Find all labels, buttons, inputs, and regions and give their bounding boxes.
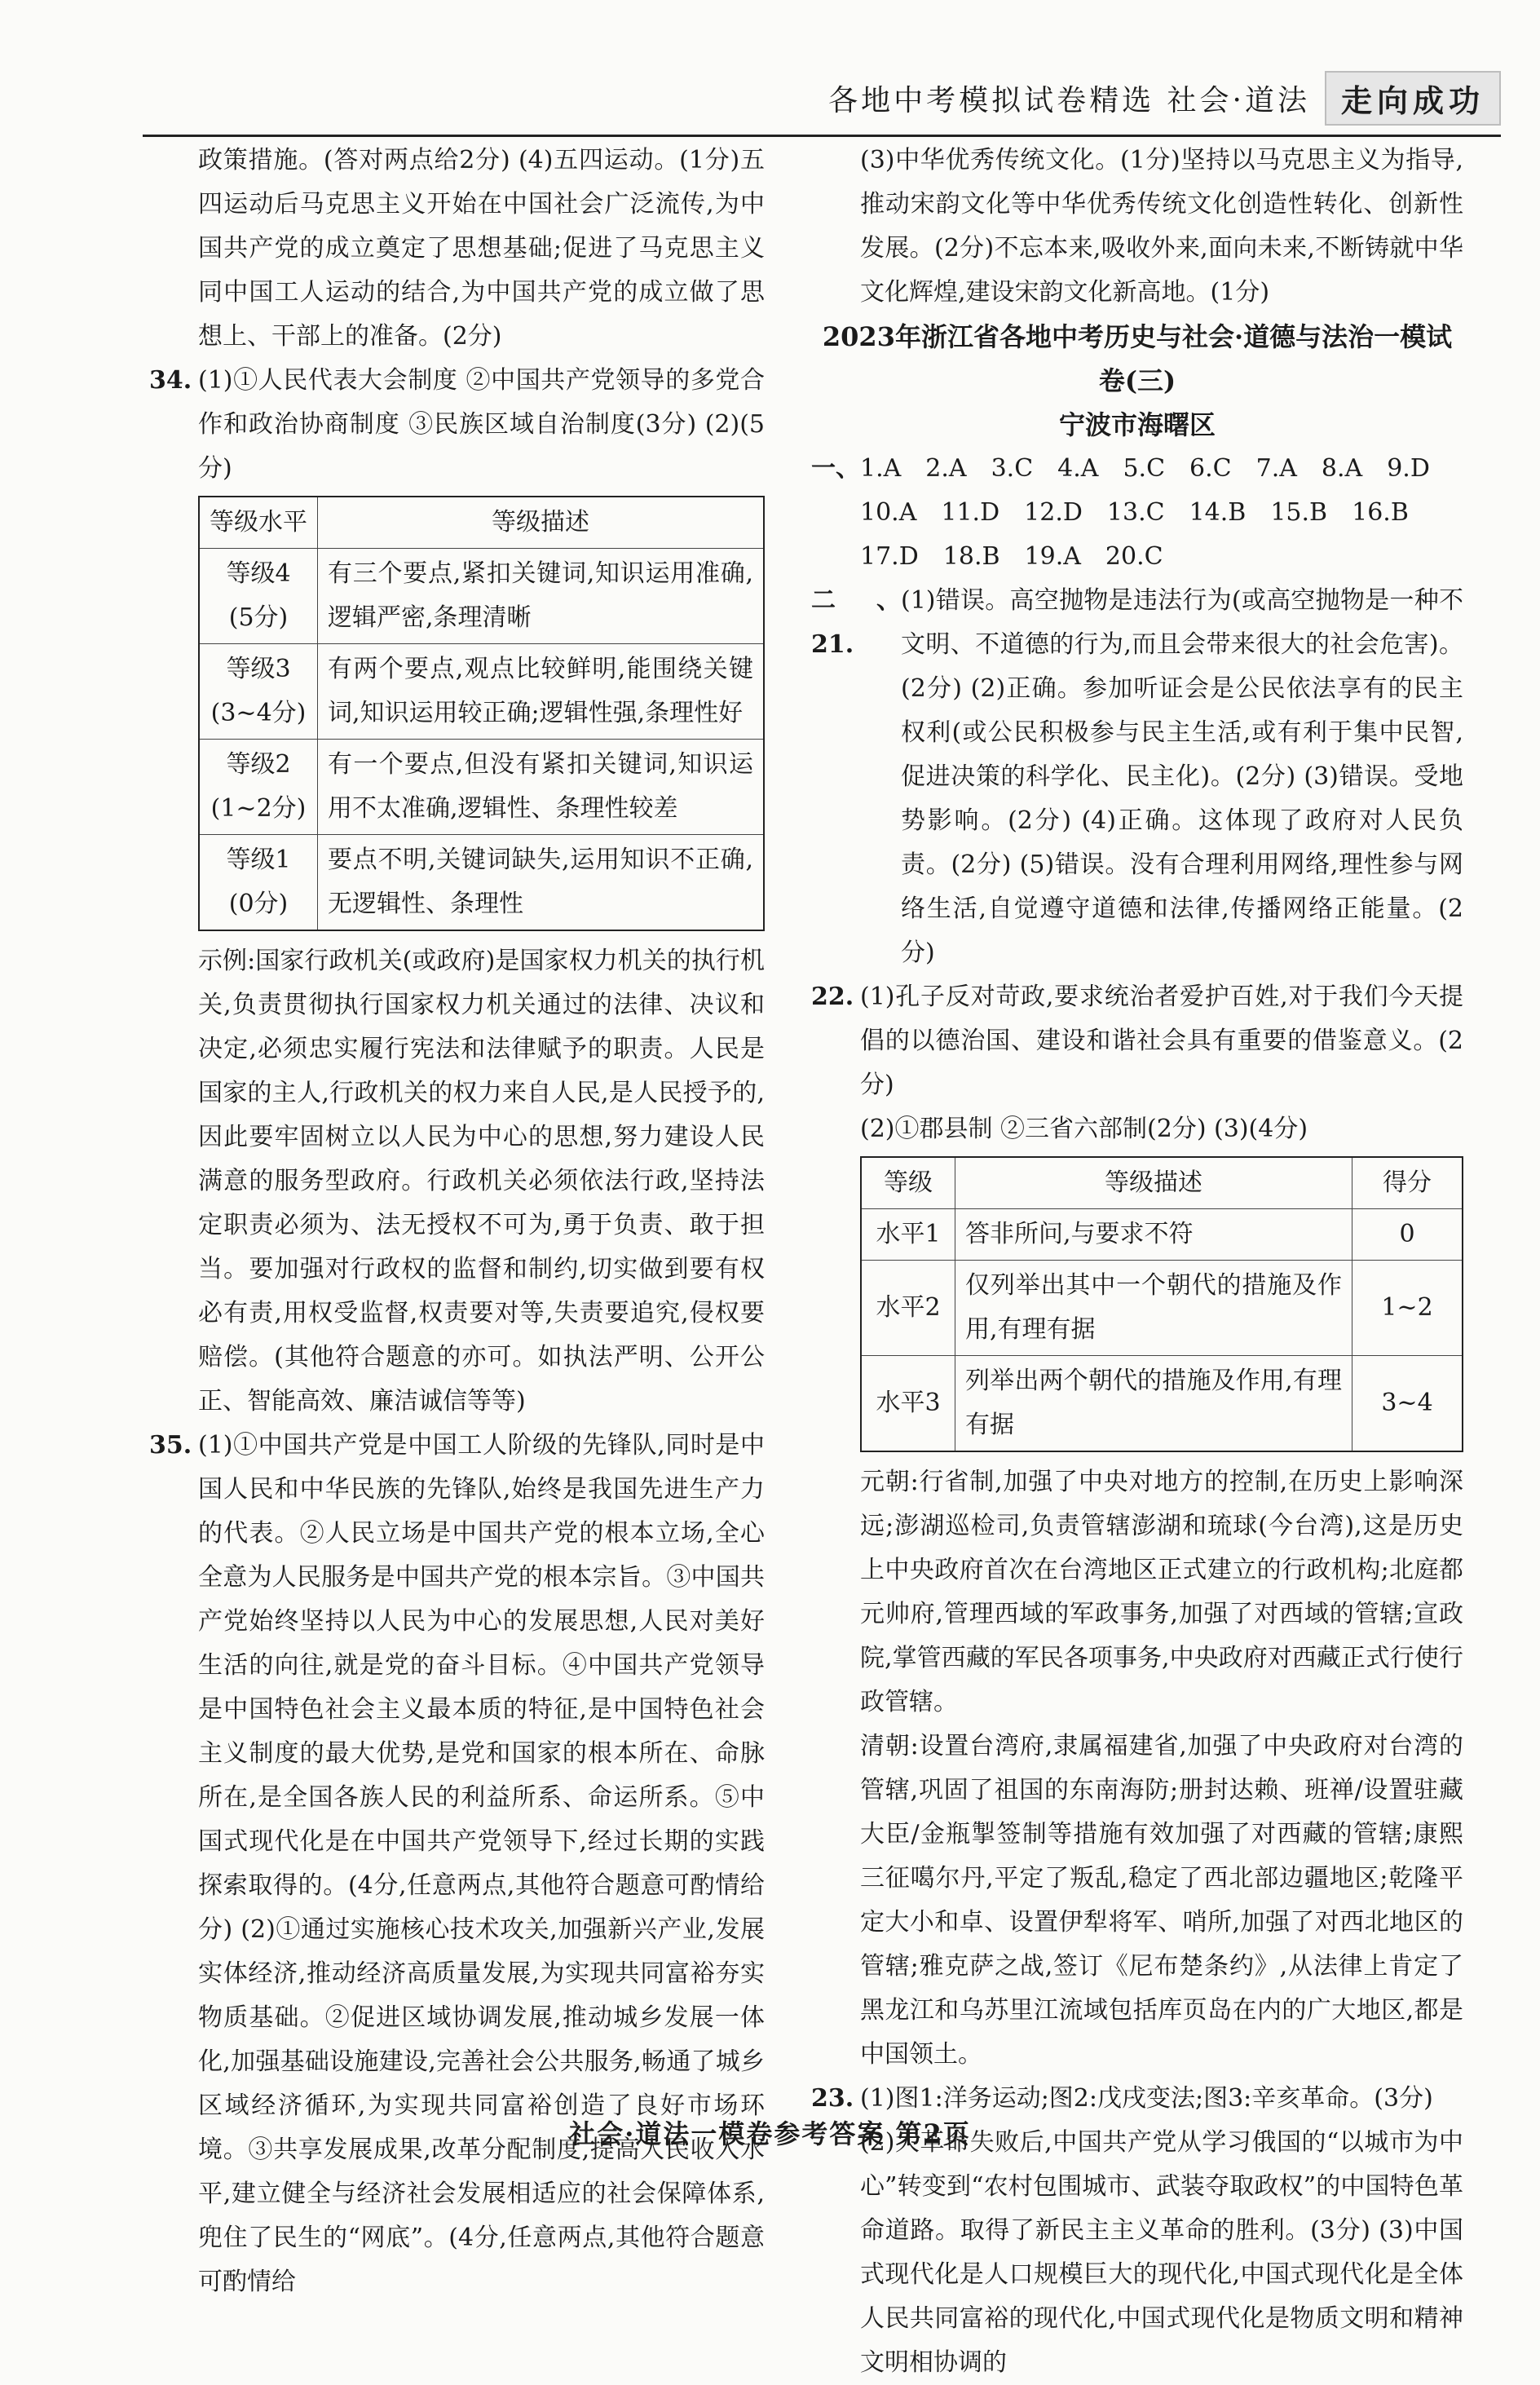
level-label: 水平3	[861, 1356, 955, 1452]
q22-answer-2: (2)①郡县制 ②三省六部制(2分) (3)(4分)	[860, 1115, 1308, 1143]
table-header: 等级描述	[955, 1157, 1352, 1209]
page-footer: 社会·道法一模卷参考答案 第2页	[569, 2118, 971, 2149]
q21-answer: (1)错误。高空抛物是违法行为(或高空抛物是一种不文明、不道德的行为,而且会带来很大的社会危害)。(2分) (2)正确。参加听证会是公民依法享有的民主权利(或公民积极参与民主生活,或有利于集中民智,促进决策的科学化、民主化)。(2分) (3)错误。受地势影响。(2分) (4)正确。这体现了政府对人民负责。(2分) (5)错误。没有合理利用网络,理性参与网络生活,自觉遵守道德和法律,传播网络正能量。(2分)	[901, 586, 1463, 967]
mc-answer: 1.A	[860, 454, 902, 483]
question-22	[811, 975, 1463, 2077]
level-label: 水平2	[861, 1261, 955, 1356]
mc-answer: 8.A	[1321, 454, 1363, 483]
mc-answer: 15.B	[1270, 498, 1328, 527]
mc-answer: 2.A	[925, 454, 967, 483]
level-score: (0分)	[228, 890, 289, 918]
header-title: 各地中考模拟试卷精选 社会·道法	[828, 83, 1310, 117]
q34-grading-table	[198, 496, 765, 931]
q22-qing: 清朝:设置台湾府,隶属福建省,加强了中央政府对台湾的管辖,巩固了祖国的东南海防;册封达赖、班禅/设置驻藏大臣/金瓶掣签制等措施有效加强了对西藏的管辖;康熙三征噶尔丹,平定了叛乱,稳定了西北部边疆地区;乾隆平定大小和卓、设置伊犁将军、哨所,加强了对西北地区的管辖;雅克萨之战,签订《尼布楚条约》,从法律上肯定了黑龙江和乌苏里江流域包括库页岛在内的广大地区,都是中国领土。	[860, 1732, 1463, 2069]
brand-logo: 走向成功	[1325, 71, 1501, 126]
exam-region: 宁波市海曙区	[1058, 409, 1216, 440]
mc-answer: 9.D	[1387, 454, 1430, 483]
level-desc: 有三个要点,紧扣关键词,知识运用准确,逻辑严密,条理清晰	[318, 549, 765, 644]
mc-answer: 14.B	[1189, 498, 1247, 527]
q34-answer: (1)①人民代表大会制度 ②中国共产党领导的多党合作和政治协商制度 ③民族区域自治制度(3分) (2)(5分)	[198, 366, 765, 483]
q35-answer: (1)①中国共产党是中国工人阶级的先锋队,同时是中国人民和中华民族的先锋队,始终是我国先进生产力的代表。②人民立场是中国共产党的根本立场,全心全意为人民服务是中国共产党的根本宗旨。③中国共产党始终坚持以人民为中心的发展思想,人民对美好生活的向往,就是党的奋斗目标。④中国共产党领导是中国特色社会主义最本质的特征,是中国特色社会主义制度的最大优势,是党和国家的根本所在、命脉所在,是全国各族人民的利益所系、命运所系。⑤中国式现代化是在中国共产党领导下,经过长期的实践探索取得的。(4分,任意两点,其他符合题意可酌情给分) (2)①通过实施核心技术攻关,加强新兴产业,发展实体经济,推动经济高质量发展,为实现共同富裕夯实物质基础。②促进区域协调发展,推动城乡发展一体化,加强基础设施建设,完善社会公共服务,畅通了城乡区域经济循环,为实现共同富裕创造了良好市场环境。③共享发展成果,改革分配制度,提高人民收入水平,建立健全与经济社会发展相适应的社会保障体系,兜住了民生的“网底”。(4分,任意两点,其他符合题意可酌情给	[198, 1431, 765, 2296]
mc-answer: 18.B	[942, 542, 1000, 571]
mc-answer: 11.D	[941, 498, 1000, 527]
table-row	[199, 549, 764, 644]
mc-answer: 17.D	[860, 542, 919, 571]
question-21	[811, 579, 1463, 975]
page-header	[828, 65, 1501, 130]
level-label: 水平1	[861, 1209, 955, 1261]
level-score: 1~2	[1352, 1261, 1463, 1356]
q36-continuation: (3)中华优秀传统文化。(1分)坚持以马克思主义为指导,推动宋韵文化等中华优秀传统文化创造性转化、创新性发展。(2分)不忘本来,吸收外来,面向未来,不断铸就中华文化辉煌,建设宋韵文化新高地。(1分)	[860, 146, 1463, 307]
level-desc: 答非所问,与要求不符	[955, 1209, 1352, 1261]
question-34	[149, 359, 765, 1424]
question-number: 二、21.	[811, 586, 901, 659]
section-label: 一、	[811, 454, 860, 483]
question-35	[149, 1424, 765, 2304]
level-score: 0	[1352, 1209, 1463, 1261]
exam-title: 2023年浙江省各地中考历史与社会·道德与法治一模试卷(三)	[822, 321, 1453, 396]
level-desc: 有两个要点,观点比较鲜明,能围绕关键词,知识运用较正确;逻辑性强,条理性好	[318, 644, 765, 740]
q33-continuation: 政策措施。(答对两点给2分) (4)五四运动。(1分)五四运动后马克思主义开始在中国社会广泛流传,为中国共产党的成立奠定了思想基础;促进了马克思主义同中国工人运动的结合,为中国共产党的成立做了思想上、干部上的准备。(2分)	[198, 146, 765, 351]
mc-answer: 6.C	[1189, 454, 1232, 483]
question-number: 22.	[811, 983, 854, 1011]
left-column	[149, 139, 765, 2304]
q22-grading-table	[860, 1156, 1463, 1452]
q22-answer-1: (1)孔子反对苛政,要求统治者爱护百姓,对于我们今天提倡的以德治国、建设和谐社会具有重要的借鉴意义。(2分)	[860, 983, 1463, 1099]
table-row	[199, 740, 764, 835]
table-header: 得分	[1352, 1157, 1463, 1209]
level-score: 3~4	[1352, 1356, 1463, 1452]
mc-answer: 3.C	[991, 454, 1034, 483]
question-number: 34.	[149, 366, 192, 395]
table-row	[861, 1261, 1463, 1356]
table-row	[199, 835, 764, 931]
mc-answer: 20.C	[1105, 542, 1163, 571]
level-desc: 有一个要点,但没有紧扣关键词,知识运用不太准确,逻辑性、条理性较差	[318, 740, 765, 835]
level-score: (3~4分)	[210, 699, 307, 727]
right-column	[811, 139, 1463, 2385]
level-desc: 仅列举出其中一个朝代的措施及作用,有理有据	[955, 1261, 1352, 1356]
mc-answer: 12.D	[1024, 498, 1083, 527]
mc-answer: 5.C	[1123, 454, 1166, 483]
table-header: 等级描述	[318, 497, 765, 549]
table-row	[199, 644, 764, 740]
header-divider	[143, 135, 1501, 137]
q34-example: 示例:国家行政机关(或政府)是国家权力机关的执行机关,负责贯彻执行国家权力机关通过的法律、决议和决定,必须忠实履行宪法和法律赋予的职责。人民是国家的主人,行政机关的权力来自人民,是人民授予的,因此要牢固树立以人民为中心的思想,努力建设人民满意的服务型政府。行政机关必须依法行政,坚持法定职责必须为、法无授权不可为,勇于负责、敢于担当。要加强对行政权的监督和制约,切实做到要有权必有责,用权受监督,权责要对等,失责要追究,侵权要赔偿。(其他符合题意的亦可。如执法严明、公开公正、智能高效、廉洁诚信等等)	[198, 947, 765, 1416]
question-number: 23.	[811, 2084, 854, 2113]
level-desc: 列举出两个朝代的措施及作用,有理有据	[955, 1356, 1352, 1452]
level-score: (1~2分)	[210, 794, 307, 823]
question-number: 35.	[149, 1431, 192, 1460]
table-row	[861, 1356, 1463, 1452]
mc-answer: 4.A	[1057, 454, 1099, 483]
mc-answer: 7.A	[1255, 454, 1297, 483]
level-label: 等级4	[226, 559, 291, 588]
q22-yuan: 元朝:行省制,加强了中央对地方的控制,在历史上影响深远;澎湖巡检司,负责管辖澎湖和琉球(今台湾),这是历史上中央政府首次在台湾地区正式建立的行政机构;北庭都元帅府,管理西域的军政事务,加强了对西域的管辖;宣政院,掌管西藏的军民各项事务,中央政府对西藏正式行使行政管辖。	[860, 1468, 1463, 1716]
multiple-choice-answers	[811, 447, 1463, 579]
level-desc: 要点不明,关键词缺失,运用知识不正确,无逻辑性、条理性	[318, 835, 765, 931]
level-label: 等级2	[226, 750, 291, 779]
level-score: (5分)	[228, 603, 289, 632]
table-header: 等级	[861, 1157, 955, 1209]
mc-answer: 19.A	[1024, 542, 1081, 571]
mc-answer: 16.B	[1352, 498, 1409, 527]
mc-answer: 10.A	[860, 498, 917, 527]
q23-answer-2: (2)大革命失败后,中国共产党从学习俄国的“以城市为中心”转变到“农村包围城市、武装夺取政权”的中国特色革命道路。取得了新民主主义革命的胜利。(3分) (3)中国式现代化是人口规模巨大的现代化,中国式现代化是全体人民共同富裕的现代化,中国式现代化是物质文明和精神文明相协调的	[860, 2128, 1463, 2377]
q23-answer-1: (1)图1:洋务运动;图2:戊戌变法;图3:辛亥革命。(3分)	[860, 2084, 1433, 2113]
level-label: 等级3	[226, 655, 291, 683]
level-label: 等级1	[226, 846, 291, 874]
mc-answer: 13.C	[1106, 498, 1165, 527]
table-header: 等级水平	[199, 497, 318, 549]
table-row	[861, 1209, 1463, 1261]
